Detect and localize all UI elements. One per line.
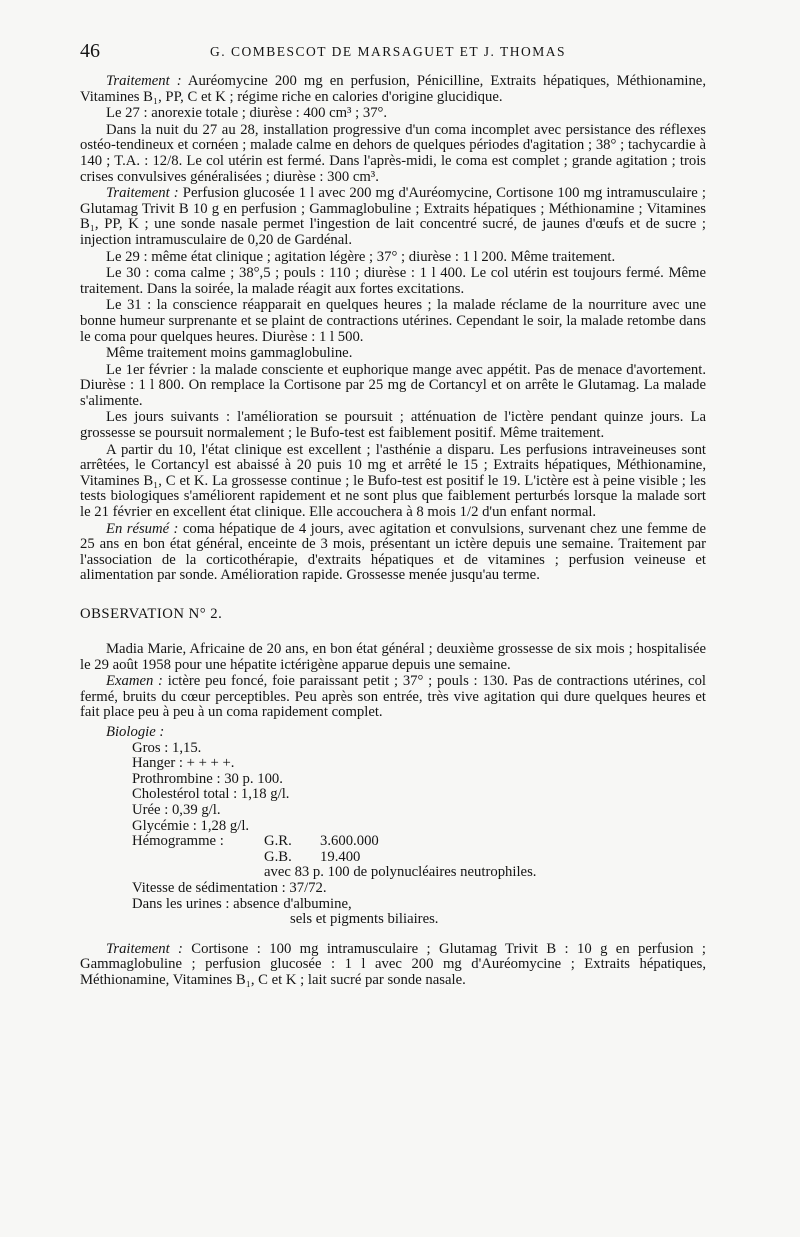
summary-text: coma hépatique de 4 jours, avec agitation et convulsions, survenant chez une femme de 25 ans en bon état général, enceinte de 3 mois, présentant un ictère depuis une semaine. Traitement par l'association de la corticothérapie, d'extraits hépatiques et de vitamines ; perfusion veineuse et alimentation par sonde. Amélioration rapide. Grossesse menée jusqu'au terme. [80,520,706,584]
summary-label: En résumé : [106,520,179,537]
bio-hanger: Hanger : + + + +. [132,755,235,772]
paragraph-from-10th: A partir du 10, l'état clinique est excellent ; l'asthénie a disparu. Les perfusions intraveineuses sont arrêtées, le Cortancyl est abaissé à 20 puis 10 mg et arrêté le 15 ; Extraits hépatiques, Méthionamine, Vitamines B₁, C et K. La grossesse continue ; le Bufo-test est positif le 19. L'ictère est à peine visible ; les tests biologiques s'améliorent rapidement et ne sont plus que faiblement perturbés lorsque la malade sort le 21 février en excellent état clinique. Elle accouchera à 8 mois 1/2 d'un enfant normal. [80,441,706,521]
paragraph-night-27-28: Dans la nuit du 27 au 28, installation progressive d'un coma incomplet avec persistance des réflexes ostéo-tendineux et cornéen ; malade calme en dehors de quelques périodes d'agitation ; 38° ; tachycardie à 140 ; T.A. : 12/8. Le col utérin est fermé. Dans l'après-midi, le coma est complet ; grande agitation ; trois crises convulsives généralisées ; diurèse : 300 cm³. [80,121,706,185]
bio-uree: Urée : 0,39 g/l. [132,801,221,818]
paragraph-day-31: Le 31 : la conscience réapparait en quelques heures ; la malade réclame de la nourriture avec une bonne humeur surprenante et se plaint de contractions utérines. Cependant le soir, la malade retombe dans le coma pour quelques heures. Diurèse : 1 l 500. [80,297,706,345]
urines-label: Dans les urines : [132,895,230,912]
paragraph-patient-intro: Madia Marie, Africaine de 20 ans, en bon état général ; deuxième grossesse de six mois ; hospitalisée le 29 août 1958 pour une hépatite ictérigène apparue depuis une semaine. [80,641,706,673]
hemogramme-label: Hémogramme : [132,833,224,850]
bio-gros: Gros : 1,15. [132,739,202,756]
biologie-label: Biologie : [106,723,165,740]
gb-value: 19.400 [320,848,361,865]
gr-label: G.R. [264,833,292,850]
examen-label: Examen : [106,673,163,690]
treatment-text: Auréomycine 200 mg en perfusion, Pénicilline, Extraits hépatiques, Méthionamine, Vitamines B₁, PP, C et K ; régime riche en calories d'origine glucidique. [80,73,706,105]
gr-value: 3.600.000 [320,833,379,850]
paragraph-treatment-2 [80,186,706,248]
urines-albumine: absence d'albumine, [233,895,352,912]
running-head: G. COMBESCOT DE MARSAGUET ET J. THOMAS [210,44,567,59]
bio-cholesterol: Cholestérol total : 1,18 g/l. [132,786,290,803]
bio-hemogramme-gb [132,850,706,866]
treatment-label: Traitement : [106,940,183,957]
paragraph-same-treatment: Même traitement moins gammaglobuline. [106,345,353,362]
page-number: 46 [80,40,100,62]
paragraph-summary [80,522,706,584]
treatment-label: Traitement : [106,73,182,89]
observation-heading: OBSERVATION N° 2. [80,606,223,622]
examen-text: ictère peu foncé, foie paraissant petit ; 37° ; pouls : 130. Pas de contractions utérines, col fermé, bruits du cœur perceptibles. Peu après son entrée, très vive agitation qui dure quelques heures et fait place peu à peu à un coma rapidement complet. [80,673,706,721]
paragraph-day-27: Le 27 : anorexie totale ; diurèse : 400 cm³ ; 37°. [106,105,388,122]
treatment-text: Cortisone : 100 mg intramusculaire ; Glutamag Trivit B : 10 g en perfusion ; Gammaglobuline ; perfusion glucosée : 1 l avec 200 mg d'Auréomycine ; Extraits hépatiques, Méthionamine, Vitamines B₁, C et K ; lait sucré par sonde nasale. [80,940,706,988]
bio-urines-1 [132,897,706,913]
page-body [80,74,706,989]
poly-text: avec 83 p. 100 de polynucléaires neutrophiles. [264,864,537,881]
gb-label: G.B. [264,848,292,865]
paragraph-treatment-1 [80,74,706,105]
paragraph-examen [80,674,706,721]
paragraph-following-days: Les jours suivants : l'amélioration se poursuit ; atténuation de l'ictère pendant quinze jours. La grossesse se poursuit normalement ; le Bufo-test est faiblement positif. Même traitement. [80,409,706,442]
bio-urines-2 [132,912,706,928]
bio-polynucleaires [132,865,706,881]
urines-sels: sels et pigments biliaires. [290,911,439,928]
bio-glycemie: Glycémie : 1,28 g/l. [132,817,250,834]
biologie-block [106,725,706,928]
paragraph-day-29: Le 29 : même état clinique ; agitation légère ; 37° ; diurèse : 1 l 200. Même traitement. [106,248,616,265]
bio-vitesse: Vitesse de sédimentation : 37/72. [132,879,327,896]
paragraph-treatment-3 [80,942,706,989]
treatment-text: Perfusion glucosée 1 l avec 200 mg d'Auréomycine, Cortisone 100 mg intramusculaire ; Glutamag Trivit B 10 g en perfusion ; Gammaglobuline ; Extraits hépatiques ; Méthionamine ; Vitamines B₁, PP, K ; une sonde nasale permet l'ingestion de lait concentré sucré, de jaunes d'œufs et de sucre ; injection intramusculaire de 0,20 de Gardénal. [80,185,706,248]
bio-hemogramme-gr [132,834,706,850]
paragraph-february-1: Le 1er février : la malade consciente et euphorique mange avec appétit. Pas de menace d'avortement. Diurèse : 1 l 800. On remplace la Cortisone par 25 mg de Cortancyl et on arrête le Glutamag. La malade s'alimente. [80,361,706,409]
page-header [80,40,700,64]
bio-prothrombine: Prothrombine : 30 p. 100. [132,770,283,787]
paragraph-day-30: Le 30 : coma calme ; 38°,5 ; pouls : 110 ; diurèse : 1 l 400. Le col utérin est toujours fermé. Même traitement. Dans la soirée, la malade réagit aux fortes excitations. [80,265,706,297]
treatment-label: Traitement : [106,185,179,202]
